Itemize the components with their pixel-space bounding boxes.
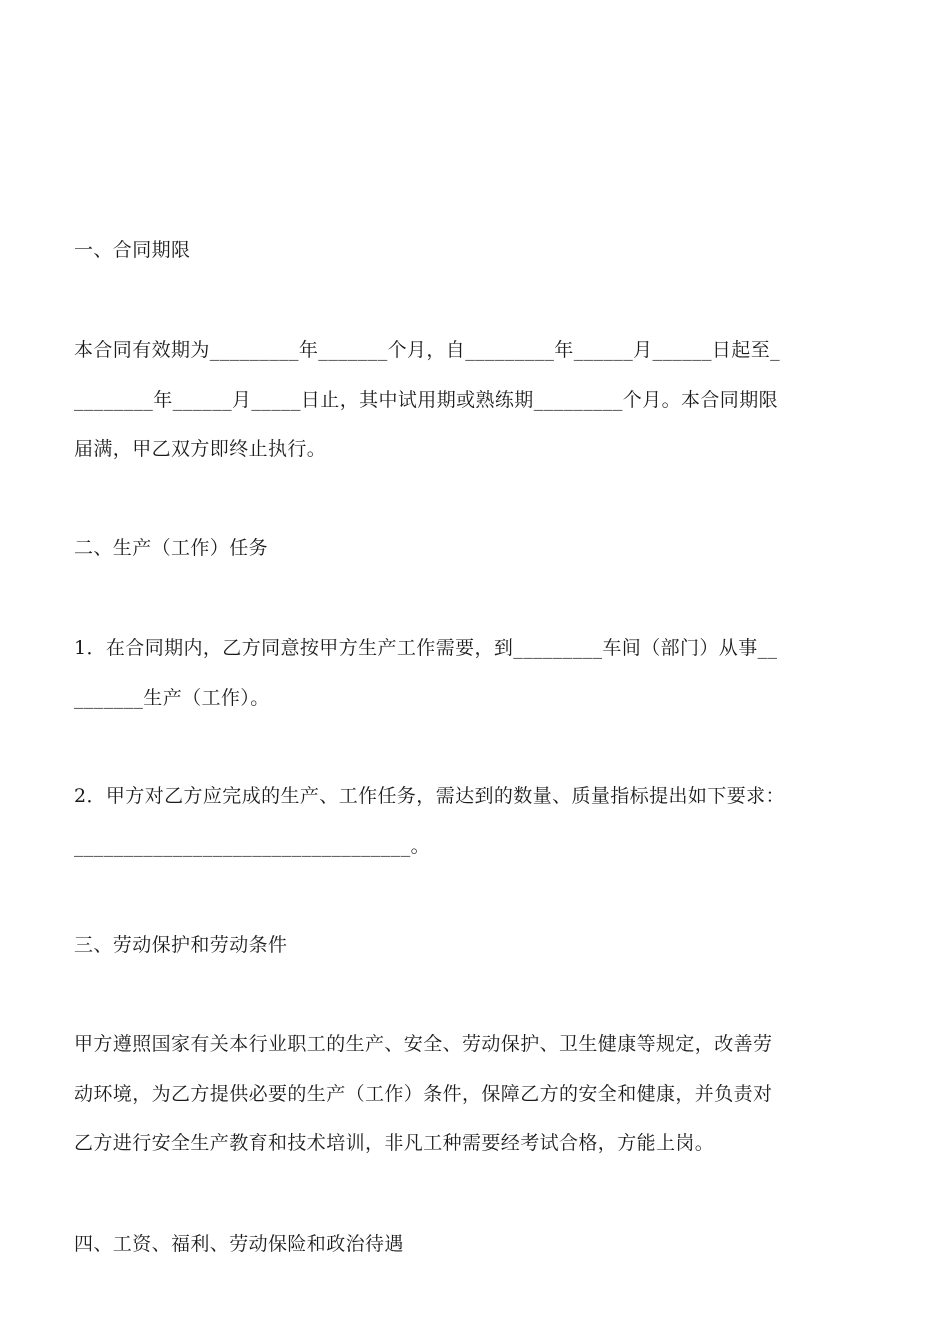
paragraph-labor-protection: 甲方遵照国家有关本行业职工的生产、安全、劳动保护、卫生健康等规定，改善劳 动环境，为乙方提供必要的生产（工作）条件，保障乙方的安全和健康，并负责对 乙方进行安全生产教育和技术培训，非凡工种需要经考试合格，方能上岗。	[74, 1033, 773, 1154]
paragraph-task-item-2: 2．甲方对乙方应完成的生产、工作任务，需达到的数量、质量指标提出如下要求： __________________________________。	[74, 785, 785, 857]
section-heading-labor-protection: 三、劳动保护和劳动条件	[74, 934, 288, 956]
section-heading-production-tasks: 二、生产（工作）任务	[74, 537, 269, 559]
section-heading-contract-term: 一、合同期限	[74, 239, 191, 261]
paragraph-contract-term: 本合同有效期为_________年_______个月，自_________年______月______日起至_ ________年______月_____日止，其中试用期或熟练期_________个月。本合同期限 届满，甲乙双方即终止执行。	[74, 339, 781, 460]
paragraph-task-item-1: 1．在合同期内，乙方同意按甲方生产工作需要，到_________车间（部门）从事__ _______生产（工作）。	[74, 637, 778, 709]
section-heading-wages-benefits: 四、工资、福利、劳动保险和政治待遇	[74, 1233, 404, 1255]
